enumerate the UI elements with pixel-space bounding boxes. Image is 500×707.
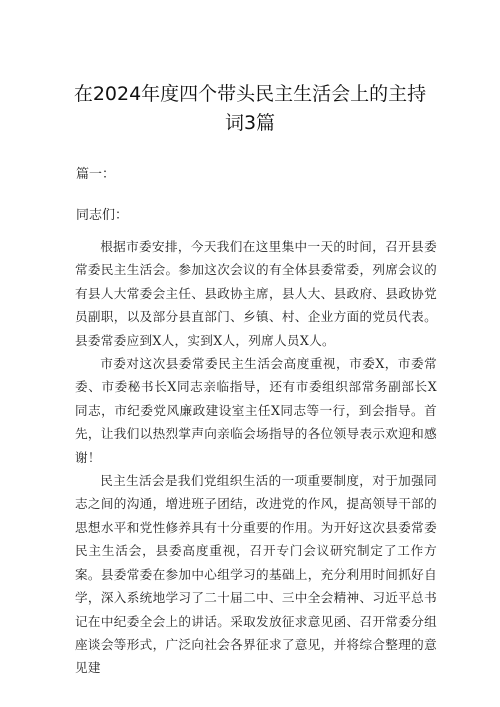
- paragraph-2: 市委对这次县委常委民主生活会高度重视，市委X，市委常委、市委秘书长X同志亲临指导，还有市委组织部常务副部长X同志，市纪委党风廉政建设室主任X同志等一行，到会指导。首先，让我们以热烈掌声向亲临会场指导的各位领导表示欢迎和感谢！: [75, 356, 437, 465]
- paragraph-3: 民主生活会是我们党组织生活的一项重要制度，对于加强同志之间的沟通，增进班子团结，改进党的作风，提高领导干部的思想水平和党性修养具有十分重要的作用。为开好这次县委常委民主生活会，县委高度重视，召开专门会议研究制定了工作方案。县委常委在参加中心组学习的基础上，充分利用时间抓好自学，深入系统地学习了二十届二中、三中全会精神、习近平总书记在中纪委全会上的讲话。采取发放征求意见函、召开常委分组座谈会等形式，广泛向社会各界征求了意见，并将综合整理的意见建: [75, 473, 437, 676]
- title-line-1: 在2024年度四个带头民主生活会上的主持: [73, 83, 427, 105]
- title-line-2: 词3篇: [224, 112, 276, 134]
- document-body: [75, 235, 437, 680]
- salutation: 同志们：: [76, 208, 129, 223]
- paragraph-1: 根据市委安排，今天我们在这里集中一天的时间，召开县委常委民主生活会。参加这次会议的有全体县委常委，列席会议的有县人大常委会主任、县政协主席，县人大、县政府、县政协党员副职，以及部分县直部门、乡镇、村、企业方面的党员代表。县委常委应到X人，实到X人，列席人员X人。: [75, 239, 437, 348]
- document-title: [60, 80, 440, 138]
- section-label: 篇一：: [76, 167, 116, 182]
